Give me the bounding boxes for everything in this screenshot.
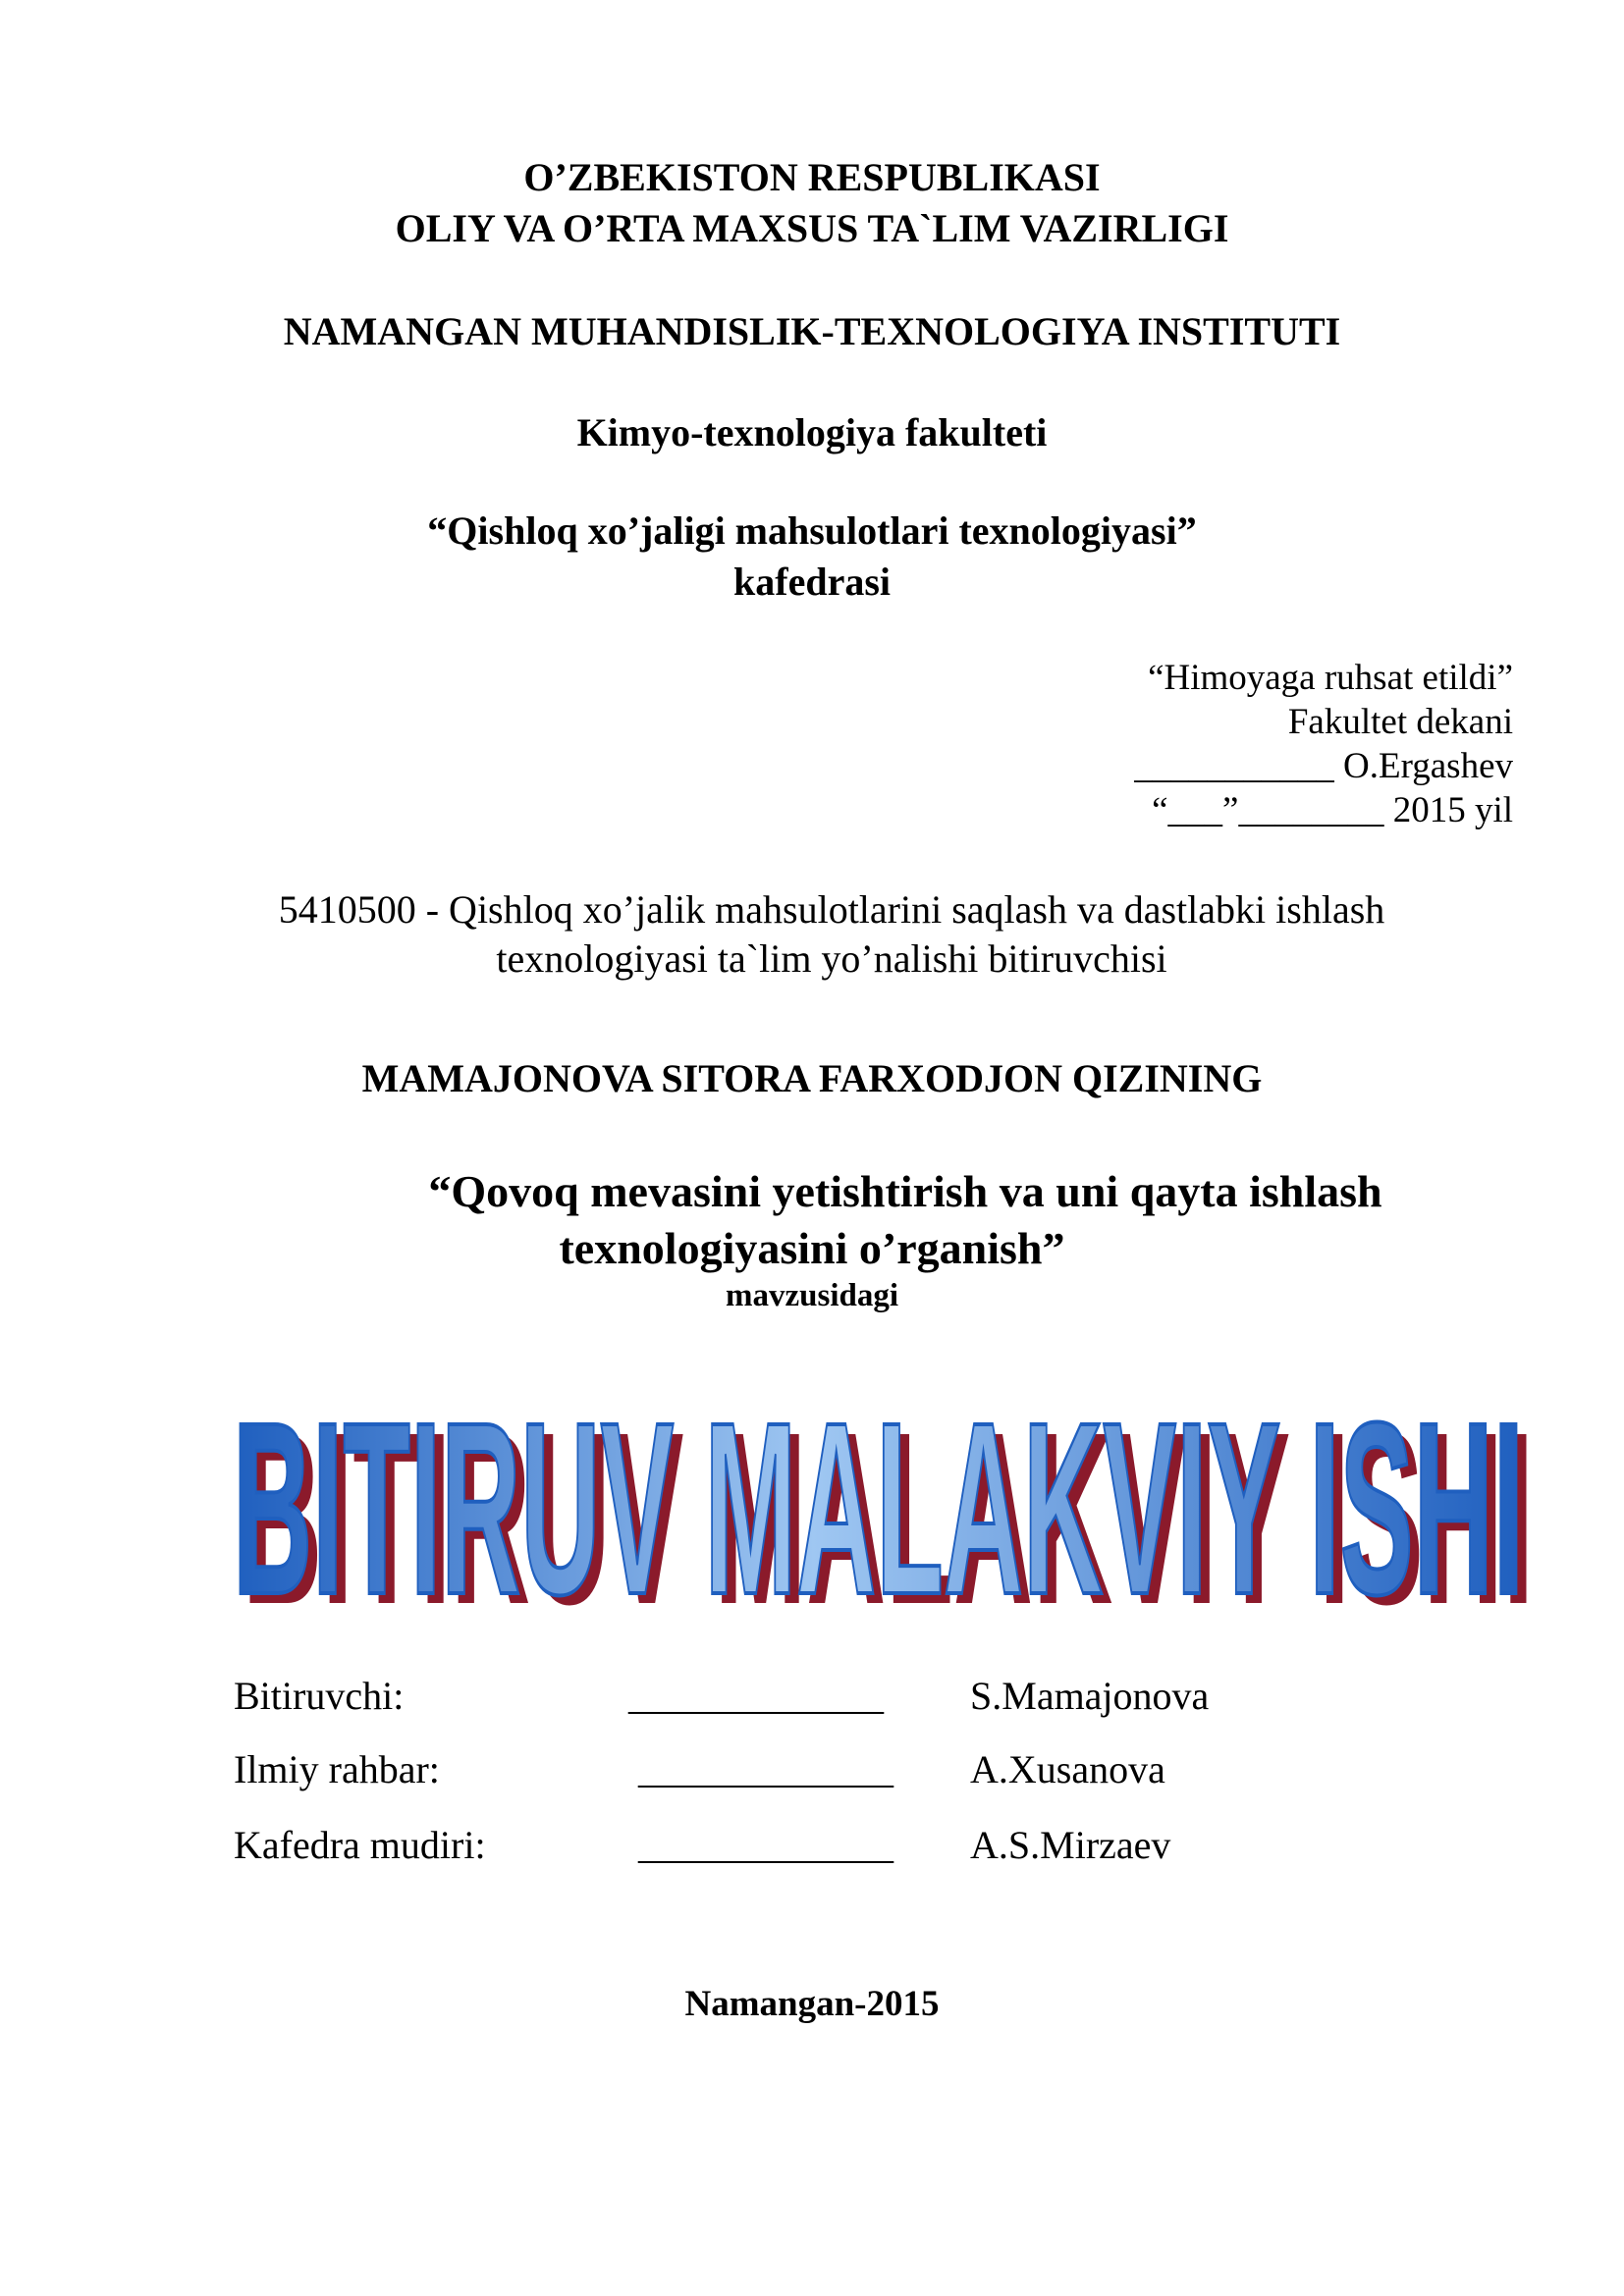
thesis-wordart-title	[231, 1353, 1546, 1618]
direction-line-2: texnologiyasi ta`lim yo’nalishi bitiruvchisi	[496, 936, 1167, 981]
signature-blank: _____________	[638, 1823, 893, 1867]
ministry-heading	[0, 152, 1624, 254]
topic-line-2: texnologiyasini o’rganish”	[559, 1223, 1065, 1273]
ministry-line-country: O’ZBEKISTON RESPUBLIKASI	[523, 155, 1101, 199]
defense-approval-block	[826, 656, 1513, 832]
thesis-topic	[0, 1163, 1624, 1277]
approval-line-date: “___”________ 2015 yil	[1152, 790, 1513, 830]
ministry-line-ministry: OLIY VA O’RTA MAXSUS TA`LIM VAZIRLIGI	[395, 206, 1229, 250]
signature-row-graduate	[234, 1667, 1412, 1726]
faculty-name: Kimyo-texnologiya fakulteti	[576, 410, 1048, 454]
signature-role: Ilmiy rahbar:	[234, 1747, 440, 1791]
signature-blank: _____________	[638, 1747, 893, 1791]
signature-blank: _____________	[628, 1674, 884, 1718]
department-name	[0, 506, 1624, 608]
approval-line-dean-signature: ___________ O.Ergashev	[1134, 746, 1513, 786]
signature-person: S.Mamajonova	[970, 1674, 1210, 1718]
approval-line-permission: “Himoyaga ruhsat etildi”	[1148, 658, 1513, 698]
department-line-suffix: kafedrasi	[733, 560, 891, 604]
signature-person: A.Xusanova	[970, 1747, 1165, 1791]
signature-row-department-head	[234, 1816, 1412, 1875]
student-full-name: MAMAJONOVA SITORA FARXODJON QIZINING	[361, 1056, 1263, 1100]
city-and-year: Namangan-2015	[684, 1984, 940, 2024]
topic-suffix: mavzusidagi	[725, 1278, 899, 1313]
signature-row-supervisor	[234, 1740, 1412, 1799]
direction-line-1: 5410500 - Qishloq xo’jalik mahsulotlarini saqlash va dastlabki ishlash	[278, 887, 1385, 932]
approval-line-dean-title: Fakultet dekani	[1287, 702, 1513, 742]
topic-line-1: “Qovoq mevasini yetishtirish va uni qayta ishlash	[428, 1166, 1382, 1216]
study-direction	[20, 885, 1624, 984]
department-line-title: “Qishloq xo’jaligi mahsulotlari texnologiyasi”	[427, 508, 1197, 553]
wordart-shadow: BITIRUV MALAKVIY ISHI	[243, 1381, 1534, 1618]
signature-role: Bitiruvchi:	[234, 1674, 405, 1718]
institute-name: NAMANGAN MUHANDISLIK-TEXNOLOGIYA INSTITUTI	[283, 309, 1341, 353]
signature-person: A.S.Mirzaev	[970, 1823, 1171, 1867]
wordart-text: BITIRUV MALAKVIY ISHI	[233, 1371, 1524, 1618]
signature-role: Kafedra mudiri:	[234, 1823, 486, 1867]
